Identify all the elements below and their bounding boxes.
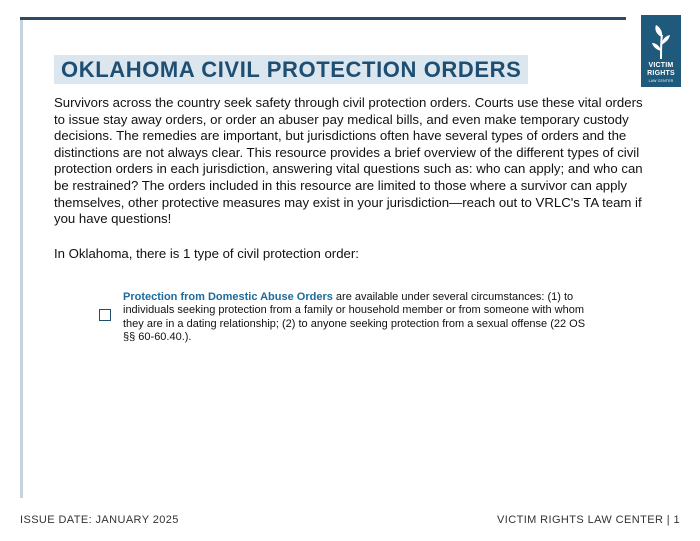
order-item xyxy=(123,291,598,344)
intro-paragraph: Survivors across the country seek safety through civil protection orders. Courts use these vital orders to issue stay away orders, or order an abuser pay medical bills, and even make temporary custody decisions. The remedies are important, but jurisdictions often have several types of orders and the distinctions are not always clear. This resource provides a brief overview of the different types of civil protection orders in each jurisdiction, answering vital questions such as: who can apply; and who can be restrained? The orders included in this resource are limited to those where a survivor can apply themselves, other protective measures may exist in your jurisdiction—reach out to VRLC's TA team if you have questions! xyxy=(54,95,643,227)
footer-org-page: VICTIM RIGHTS LAW CENTER | 1 xyxy=(497,514,680,526)
order-count-statement: In Oklahoma, there is 1 type of civil protection order: xyxy=(54,246,359,261)
logo-text-law-center: LAW CENTER xyxy=(648,79,674,83)
order-checkbox[interactable] xyxy=(99,309,111,321)
issue-date: ISSUE DATE: JANUARY 2025 xyxy=(20,514,179,526)
top-divider xyxy=(20,17,626,20)
order-description: are available under several circumstances: (1) to individuals seeking protection from a family or household member or from someone with whom they are in a dating relationship; (2) to anyone seeking protection from a sexual offense (22 OS §§ 60-60.40.). xyxy=(123,291,586,343)
order-name-link[interactable]: Protection from Domestic Abuse Orders xyxy=(123,291,333,303)
left-margin-rule xyxy=(20,20,23,498)
page-title: OKLAHOMA CIVIL PROTECTION ORDERS xyxy=(61,57,522,82)
vrlc-logo xyxy=(641,15,681,87)
leaf-sprout-icon xyxy=(649,23,673,61)
title-banner xyxy=(54,55,528,84)
logo-text-rights: RIGHTS xyxy=(647,70,675,77)
logo-text-victim: VICTIM xyxy=(648,62,674,69)
